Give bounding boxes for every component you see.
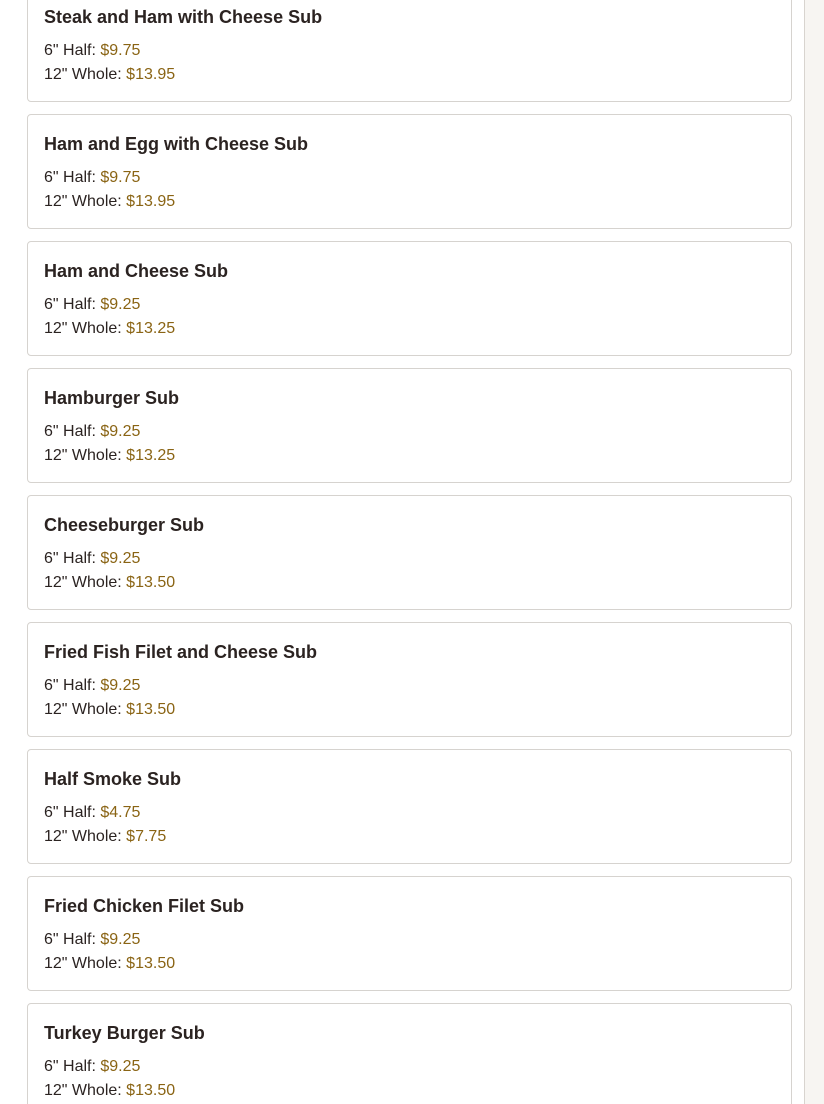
whole-label: 12" Whole: [44,320,122,337]
half-price-line [44,166,775,190]
half-price-line [44,674,775,698]
item-name: Cheeseburger Sub [44,515,205,535]
half-label: 6" Half: [44,169,96,186]
menu-item-card[interactable] [27,114,792,229]
half-price: $4.75 [100,804,141,821]
menu-item-card[interactable] [27,1003,792,1104]
half-price: $9.25 [100,423,141,440]
whole-label: 12" Whole: [44,193,122,210]
half-price: $9.25 [100,1058,141,1075]
whole-price: $13.50 [126,701,176,718]
whole-label: 12" Whole: [44,447,122,464]
half-price-line [44,801,775,825]
half-price: $9.25 [100,677,141,694]
menu-item-card[interactable] [27,876,792,991]
menu-item-card[interactable] [27,749,792,864]
item-name: Ham and Egg with Cheese Sub [44,134,309,154]
whole-label: 12" Whole: [44,828,122,845]
half-price: $9.25 [100,550,141,567]
item-name: Fried Chicken Filet Sub [44,896,245,916]
whole-label: 12" Whole: [44,66,122,83]
half-price-line [44,420,775,444]
half-price: $9.75 [100,42,141,59]
half-label: 6" Half: [44,423,96,440]
whole-price: $13.25 [126,447,176,464]
whole-price: $13.50 [126,955,176,972]
half-label: 6" Half: [44,42,96,59]
whole-price-line [44,571,775,595]
half-price-line [44,293,775,317]
half-price-line [44,39,775,63]
whole-label: 12" Whole: [44,955,122,972]
half-price-line [44,928,775,952]
half-label: 6" Half: [44,931,96,948]
item-name: Fried Fish Filet and Cheese Sub [44,642,318,662]
whole-price-line [44,1079,775,1103]
menu-item-card[interactable] [27,368,792,483]
half-price: $9.25 [100,296,141,313]
whole-price-line [44,825,775,849]
whole-price: $13.95 [126,193,176,210]
item-name: Turkey Burger Sub [44,1023,205,1043]
item-name: Steak and Ham with Cheese Sub [44,7,323,27]
half-label: 6" Half: [44,296,96,313]
whole-price-line [44,190,775,214]
item-name: Half Smoke Sub [44,769,182,789]
half-label: 6" Half: [44,677,96,694]
menu-item-list [27,0,792,1104]
whole-price: $13.25 [126,320,176,337]
half-label: 6" Half: [44,550,96,567]
menu-item-card[interactable] [27,495,792,610]
whole-price-line [44,952,775,976]
whole-label: 12" Whole: [44,1082,122,1099]
whole-price-line [44,698,775,722]
item-name: Ham and Cheese Sub [44,261,229,281]
whole-label: 12" Whole: [44,701,122,718]
menu-item-card[interactable] [27,0,792,102]
half-price-line [44,1055,775,1079]
item-name: Hamburger Sub [44,388,180,408]
menu-item-card[interactable] [27,241,792,356]
whole-price: $13.50 [126,1082,176,1099]
whole-price: $13.95 [126,66,176,83]
half-price: $9.25 [100,931,141,948]
half-price-line [44,547,775,571]
half-label: 6" Half: [44,1058,96,1075]
whole-price-line [44,63,775,87]
whole-price: $7.75 [126,828,167,845]
whole-price: $13.50 [126,574,176,591]
whole-price-line [44,317,775,341]
whole-label: 12" Whole: [44,574,122,591]
whole-price-line [44,444,775,468]
menu-item-card[interactable] [27,622,792,737]
half-price: $9.75 [100,169,141,186]
half-label: 6" Half: [44,804,96,821]
